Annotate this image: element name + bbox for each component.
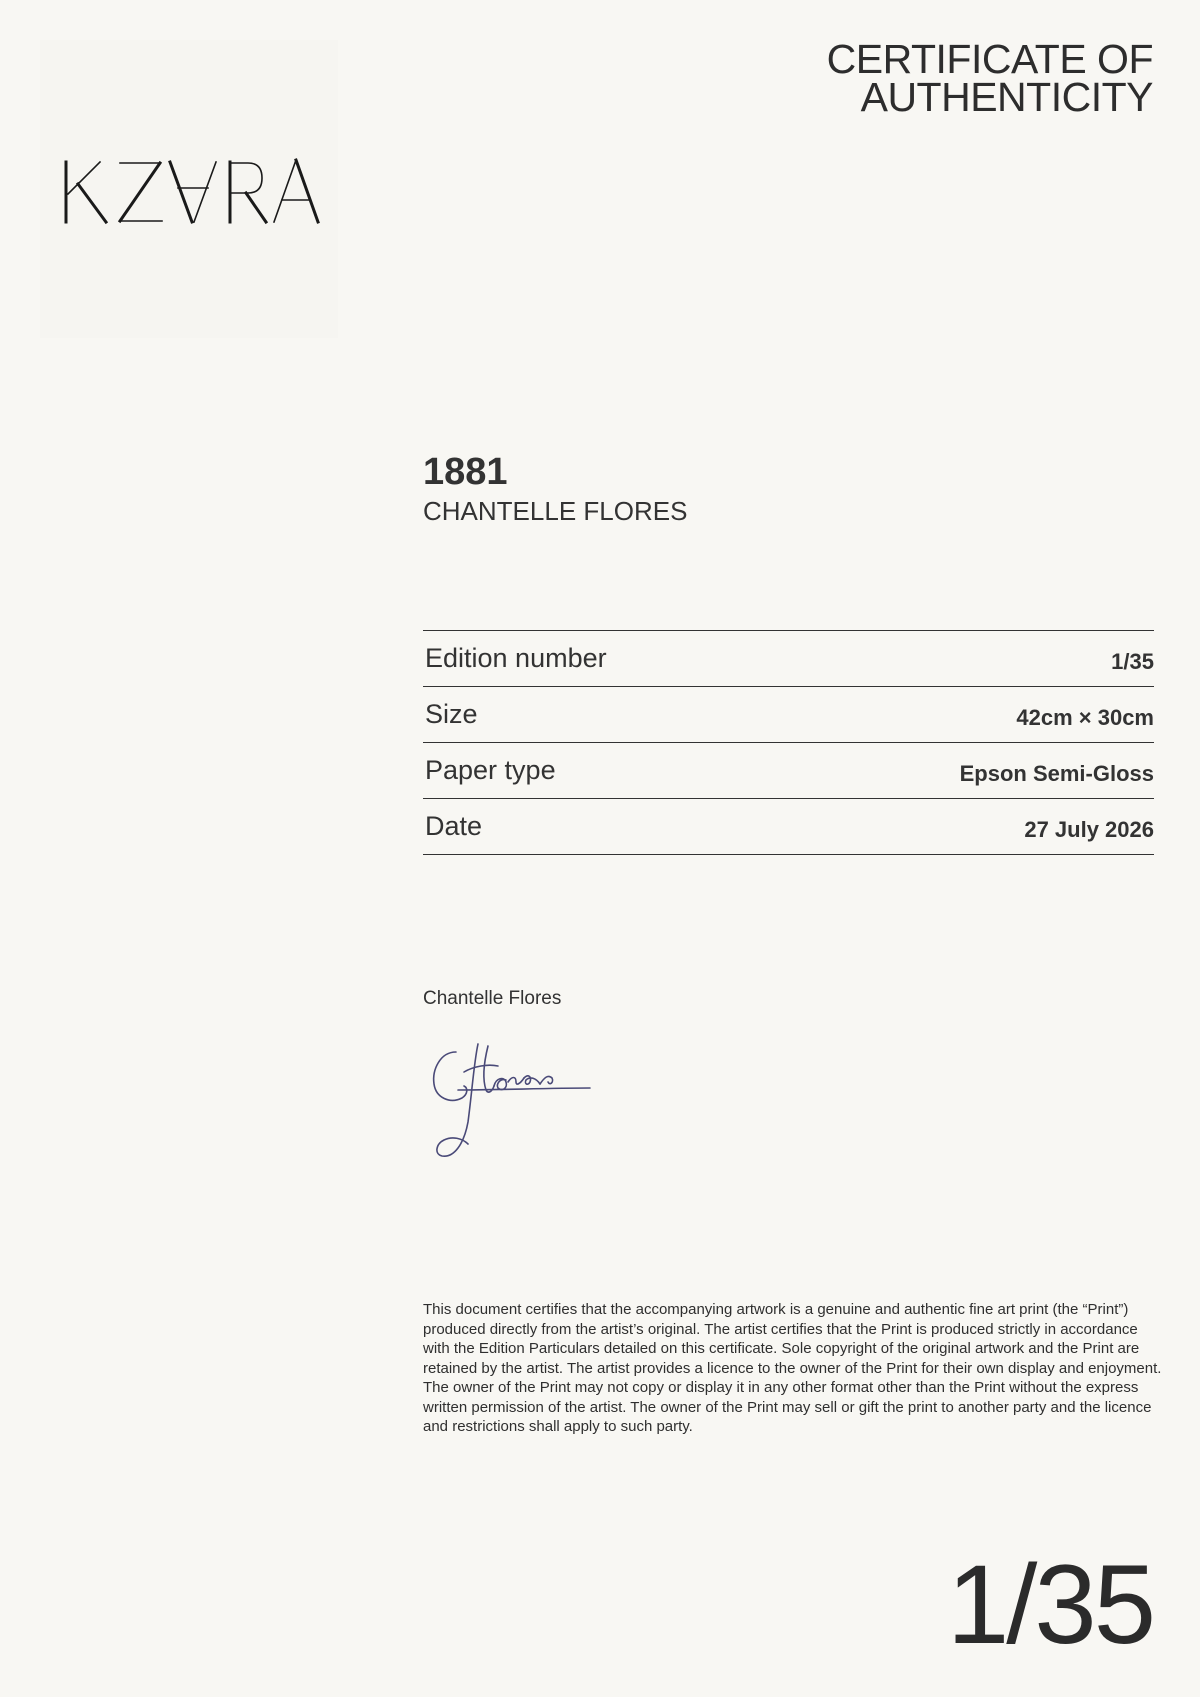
detail-label: Date xyxy=(425,811,483,841)
detail-row-paper-type xyxy=(423,743,1154,799)
detail-row-date xyxy=(423,799,1154,855)
detail-value: 1/35 xyxy=(1111,649,1154,674)
detail-label: Paper type xyxy=(425,755,556,785)
signatory-name: Chantelle Flores xyxy=(423,988,562,1009)
certificate-title-line1: CERTIFICATE OF xyxy=(826,36,1153,82)
artwork-title: 1881 xyxy=(423,451,508,493)
certificate-title-line2: AUTHENTICITY xyxy=(860,74,1153,120)
logo-panel xyxy=(40,40,338,338)
artist-name: CHANTELLE FLORES xyxy=(423,496,688,526)
detail-row-size xyxy=(423,687,1154,743)
detail-label: Size xyxy=(425,699,478,729)
certificate-title xyxy=(826,36,1153,120)
detail-value: Epson Semi-Gloss xyxy=(959,761,1154,786)
edition-number-large: 1/35 xyxy=(947,1542,1153,1667)
legal-disclaimer: This document certifies that the accompanying artwork is a genuine and authentic fine art print (the “Print”) produced directly from the artist’s original. The artist certifies that the Print is produced strictly in accordance with the Edition Particulars detailed on this certificate. Sole copyright of the original artwork and the Print are retained by the artist. The artist provides a licence to the owner of the Print for their own display and enjoyment. The owner of the Print may not copy or display it in any other format other than the Print without the express written permission of the artist. The owner of the Print may sell or gift the print to another party and the licence and restrictions shall apply to such party. xyxy=(423,1301,1162,1435)
detail-value: 27 July 2026 xyxy=(1024,817,1154,842)
detail-label: Edition number xyxy=(425,643,607,673)
edition-details-table xyxy=(423,630,1154,855)
brand-logo xyxy=(60,150,320,230)
detail-value: 42cm × 30cm xyxy=(1016,705,1154,730)
handwritten-signature xyxy=(428,1032,608,1172)
detail-row-edition-number xyxy=(423,631,1154,687)
